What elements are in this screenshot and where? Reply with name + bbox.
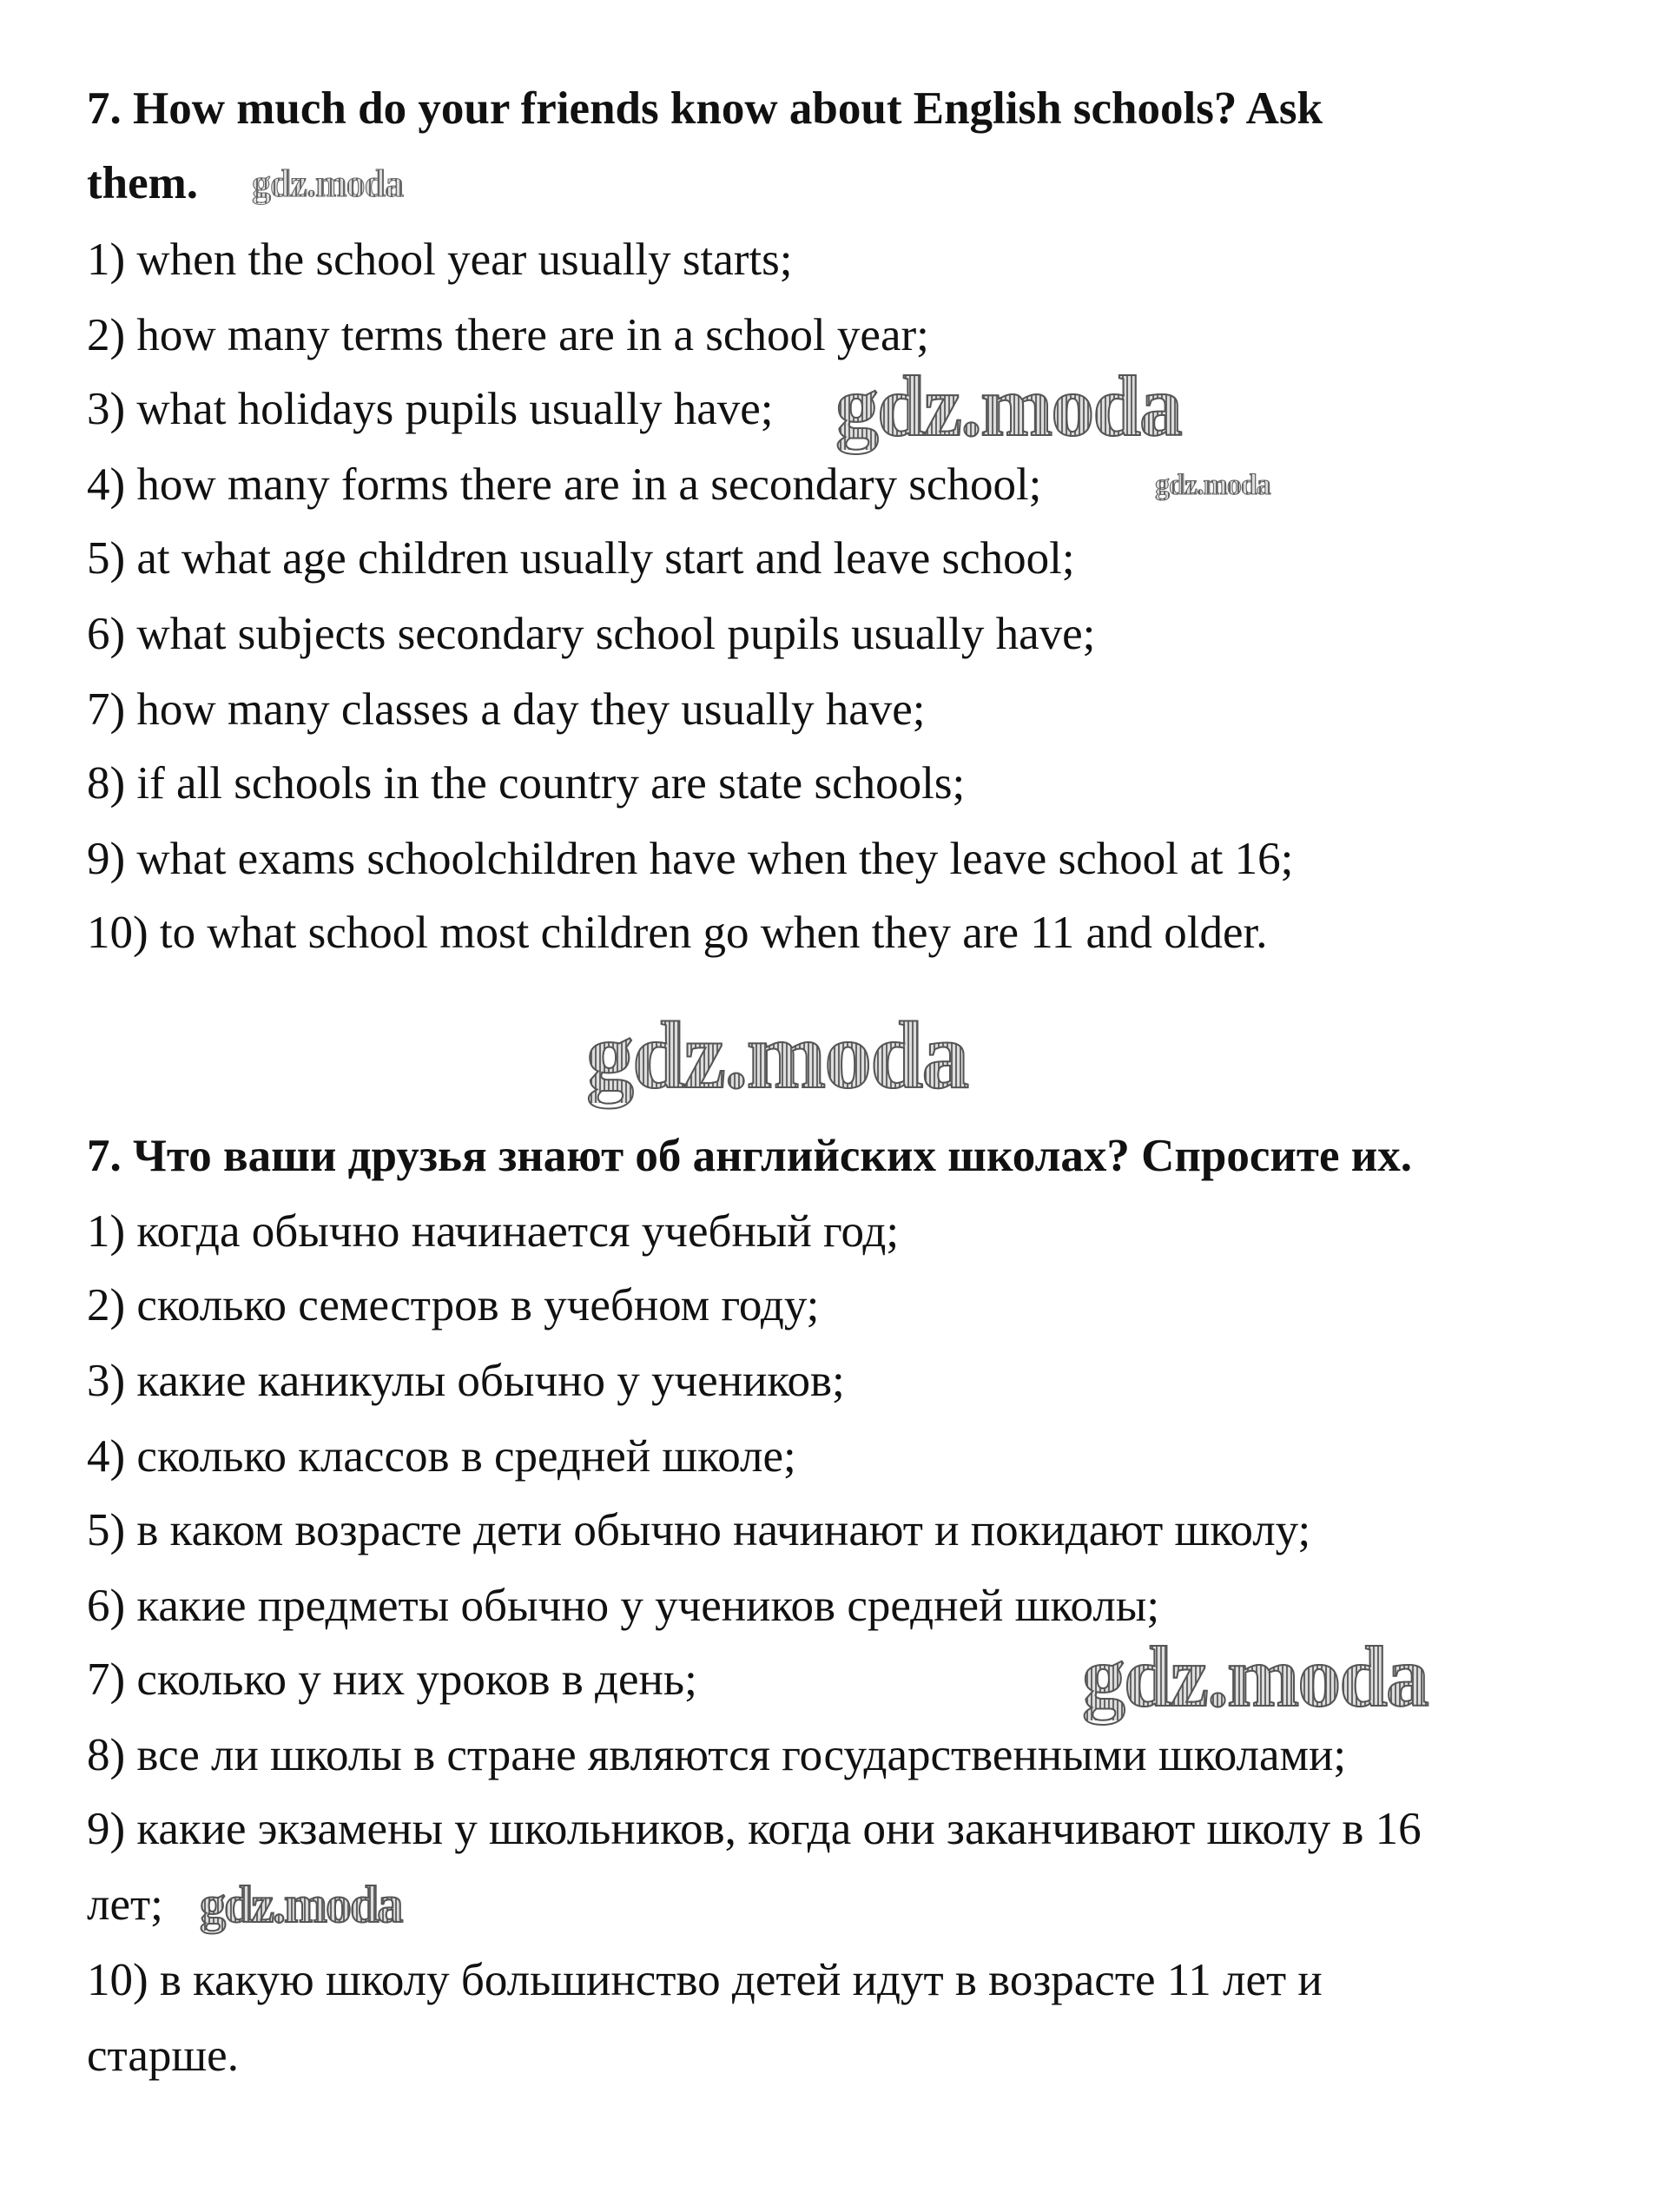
list-item: 7) сколько у них уроков в день; xyxy=(87,1654,697,1705)
watermark: gdz.moda xyxy=(252,162,404,205)
list-item: 2) how many terms there are in a school year; xyxy=(87,310,929,360)
watermark: gdz.moda xyxy=(200,1876,402,1933)
watermark: gdz.moda xyxy=(1155,469,1270,501)
list-item: 4) сколько классов в средней школе; xyxy=(87,1431,796,1482)
watermark: gdz.moda xyxy=(835,358,1181,454)
list-item: 3) какие каникулы обычно у учеников; xyxy=(87,1356,845,1406)
list-item: старше. xyxy=(87,2030,239,2081)
list-item: 1) when the school year usually starts; xyxy=(87,234,793,285)
russian-heading: 7. Что ваши друзья знают об английских школах? Спросите их. xyxy=(87,1131,1413,1181)
list-item: 9) what exams schoolchildren have when they leave school at 16; xyxy=(87,834,1294,884)
list-item: 9) какие экзамены у школьников, когда они заканчивают школу в 16 xyxy=(87,1804,1422,1854)
list-item: 8) все ли школы в стране являются государственными школами; xyxy=(87,1730,1347,1780)
english-heading: 7. How much do your friends know about English schools? Ask xyxy=(87,83,1323,134)
list-item: 1) когда обычно начинается учебный год; xyxy=(87,1206,900,1257)
list-item: 2) сколько семестров в учебном году; xyxy=(87,1280,820,1331)
list-item: 8) if all schools in the country are state schools; xyxy=(87,758,966,809)
english-heading-cont: them. xyxy=(87,158,199,208)
watermark: gdz.moda xyxy=(1082,1628,1428,1725)
list-item: 7) how many classes a day they usually have; xyxy=(87,684,926,735)
list-item: лет; xyxy=(87,1879,163,1930)
watermark: gdz.moda xyxy=(586,1002,968,1108)
list-item: 5) at what age children usually start and leave school; xyxy=(87,533,1075,584)
list-item: 3) what holidays pupils usually have; xyxy=(87,384,774,434)
list-item: 4) how many forms there are in a secondary school; xyxy=(87,459,1042,510)
list-item: 10) в какую школу большинство детей идут в возрасте 11 лет и xyxy=(87,1955,1323,2005)
list-item: 10) to what school most children go when they are 11 and older. xyxy=(87,908,1268,958)
list-item: 5) в каком возрасте дети обычно начинают и покидают школу; xyxy=(87,1505,1311,1555)
list-item: 6) what subjects secondary school pupils usually have; xyxy=(87,609,1096,659)
list-item: 6) какие предметы обычно у учеников средней школы; xyxy=(87,1581,1160,1631)
